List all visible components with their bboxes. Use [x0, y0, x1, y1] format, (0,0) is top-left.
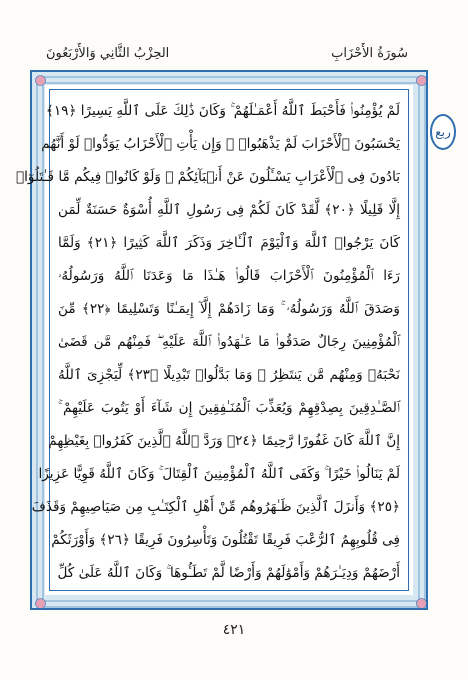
verse-lines [16, 100, 400, 584]
verse-line: أَرْضَهُمْ وَدِيَـٰرَهُمْ وَأَمْوَٰلَهُمْ وَأَرْضًا لَّمْ تَطَـُٔوهَا ۚ وَكَانَ ٱللَّهُ عَلَىٰ كُلِّ [57, 565, 400, 581]
verse-line: وَصَدَقَ ٱللَّهُ وَرَسُولُهُۥ ۚ وَمَا زَادَهُمْ إِلَّآ إِيمَـٰنًا وَتَسْلِيمًا ﴿٢٢﴾ مِّنَ [58, 301, 400, 317]
verse-line: ٱلْمُؤْمِنِينَ رِجَالٌ صَدَقُوا۟ مَا عَـٰهَدُوا۟ ٱللَّهَ عَلَيْهِ ۖ فَمِنْهُم مَّن قَضَىٰ [58, 334, 400, 350]
verse-line: إِلَّا قَلِيلًا ﴿٢٠﴾ لَّقَدْ كَانَ لَكُمْ فِى رَسُولِ ٱللَّهِ أُسْوَةٌ حَسَنَةٌ لِّمَن [58, 202, 400, 218]
page-number: ٤٢١ [222, 622, 246, 638]
verse-line: فِى قُلُوبِهِمُ ٱلرُّعْبَ فَرِيقًا تَقْتُلُونَ وَتَأْسِرُونَ فَرِيقًا ﴿٢٦﴾ وَأَوْرَثَكُمْ [51, 532, 400, 548]
verse-line: ٱلصَّـٰدِقِينَ بِصِدْقِهِمْ وَيُعَذِّبَ ٱلْمُنَـٰفِقِينَ إِن شَآءَ أَوْ يَتُوبَ عَلَيْهِمْ ۚ [58, 400, 400, 416]
verse-line: رَءَا ٱلْمُؤْمِنُونَ ٱلْأَحْزَابَ قَالُوا۟ هَـٰذَا مَا وَعَدَنَا ٱللَّهُ وَرَسُولُهُۥ [58, 268, 400, 284]
page-header [46, 42, 408, 64]
hizb-title: الحِزْبُ الثَّانِي وَالأَرْبَعُونَ [46, 45, 170, 61]
verse-line: إِنَّ ٱللَّهَ كَانَ غَفُورًا رَّحِيمًا ﴿٢٤﴾ وَرَدَّ ٱللَّهُ ٱلَّذِينَ كَفَرُوا۟ بِغَيْظِهِمْ [48, 433, 400, 449]
verse-line: بَادُونَ فِى ٱلْأَعْرَابِ يَسْـَٔلُونَ عَنْ أَنۢبَآئِكُمْ ۖ وَلَوْ كَانُوا۟ فِيكُم مَّا قَـٰتَلُوٓا۟ [16, 169, 400, 185]
verse-line: يَحْسَبُونَ ٱلْأَحْزَابَ لَمْ يَذْهَبُوا۟ ۖ وَإِن يَأْتِ ٱلْأَحْزَابُ يَوَدُّوا۟ لَوْ أَنَّهُم [41, 136, 400, 152]
verse-line: ﴿٢٥﴾ وَأَنزَلَ ٱلَّذِينَ ظَـٰهَرُوهُم مِّنْ أَهْلِ ٱلْكِتَـٰبِ مِن صَيَاصِيهِمْ وَقَذَفَ [31, 499, 400, 515]
rub-marker [430, 114, 456, 150]
text-area [16, 89, 409, 591]
verse-line: نَحْبَهُۥ وَمِنْهُم مَّن يَنتَظِرُ ۖ وَمَا بَدَّلُوا۟ تَبْدِيلًا ﴿٢٣﴾ لِّيَجْزِىَ ٱللَّهُ [58, 367, 400, 383]
page-frame [16, 70, 428, 610]
verse-line: لَمْ يُؤْمِنُوا۟ فَأَحْبَطَ ٱللَّهُ أَعْمَـٰلَهُمْ ۚ وَكَانَ ذَٰلِكَ عَلَى ٱللَّهِ يَسِيرًا ﴿١٩﴾ [45, 103, 400, 119]
verse-line: لَمْ يَنَالُوا۟ خَيْرًا ۚ وَكَفَى ٱللَّهُ ٱلْمُؤْمِنِينَ ٱلْقِتَالَ ۚ وَكَانَ ٱللَّهُ قَوِيًّا عَزِيزًا [38, 466, 400, 482]
surah-title: سُورَةُ الأَحْزَابِ [331, 45, 408, 61]
verse-line: كَانَ يَرْجُوا۟ ٱللَّهَ وَٱلْيَوْمَ ٱلْـَٔاخِرَ وَذَكَرَ ٱللَّهَ كَثِيرًا ﴿٢١﴾ وَلَمَّا [58, 235, 400, 251]
rub-label: ربع [435, 125, 451, 139]
